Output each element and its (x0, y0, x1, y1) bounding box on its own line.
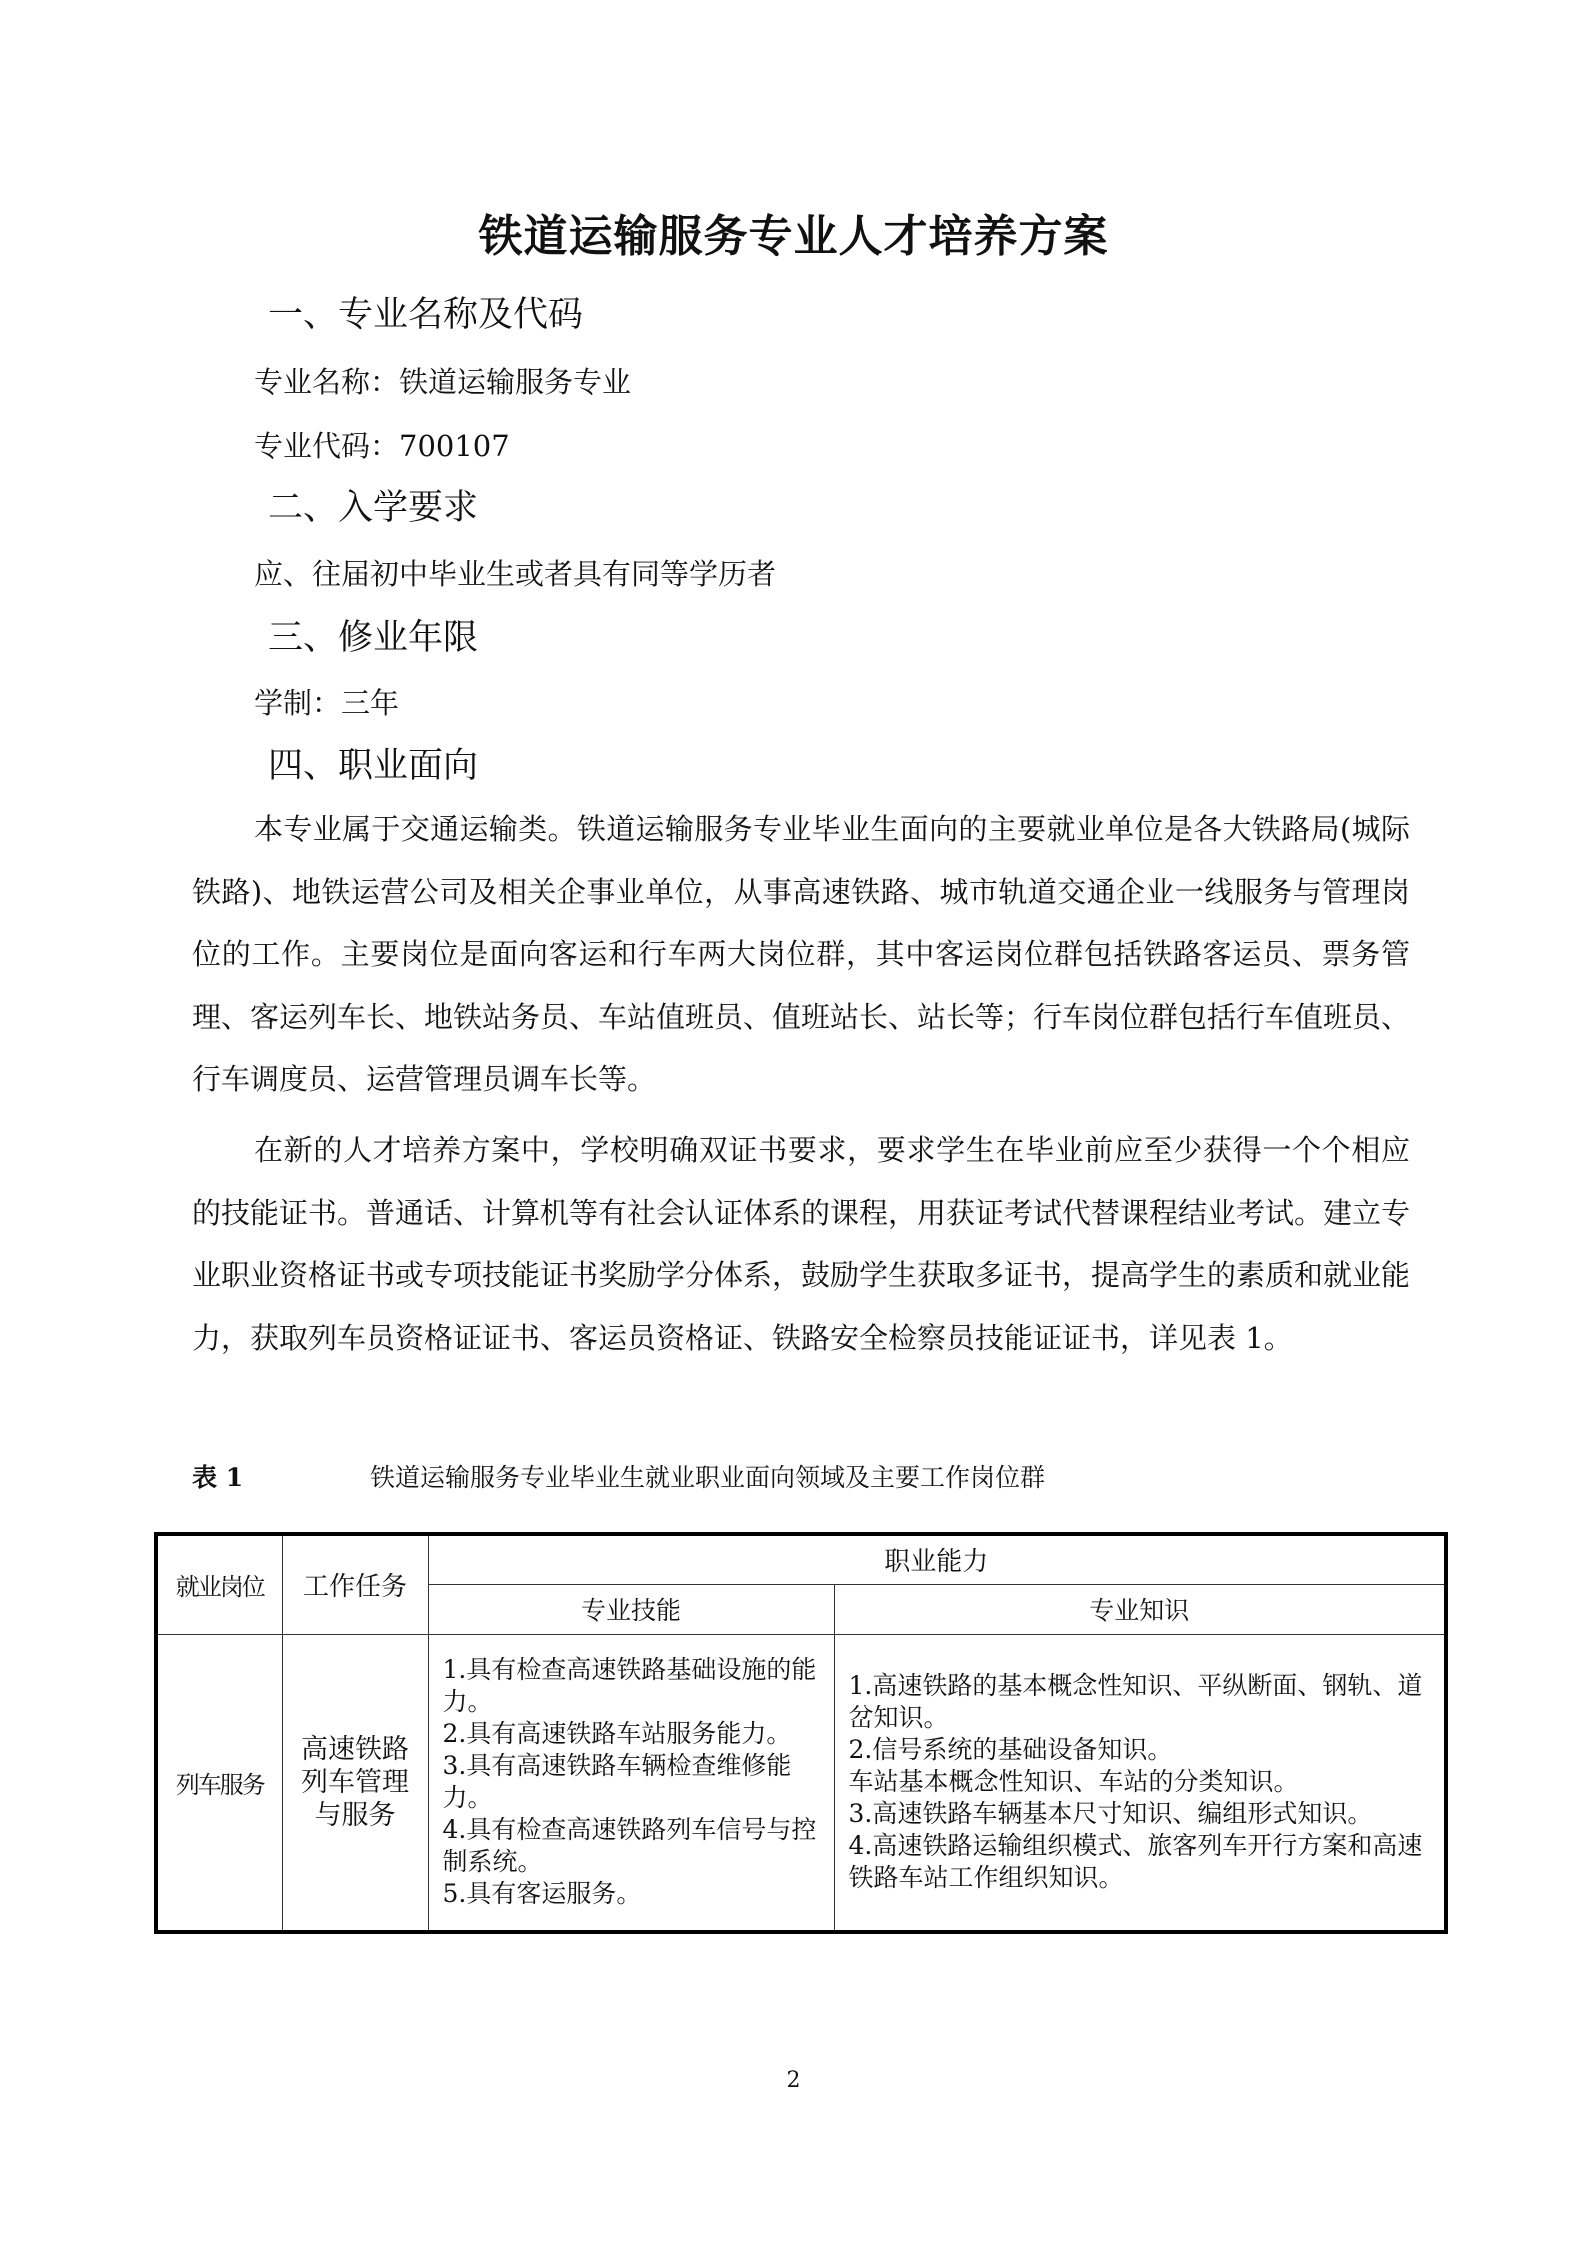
section-heading-2: 二、入学要求 (268, 488, 479, 528)
career-table (154, 1532, 1448, 1934)
major-code: 专业代码：700107 (254, 429, 510, 463)
header-task: 工作任务 (282, 1534, 428, 1634)
cell-knowledge (834, 1634, 1446, 1932)
skill-item: 4.具有检查高速铁路列车信号与控制系统。 (442, 1815, 817, 1877)
header-knowledge: 专业知识 (834, 1584, 1446, 1634)
skill-item: 1.具有检查高速铁路基础设施的能力。 (442, 1655, 817, 1717)
study-length: 学制：三年 (254, 686, 400, 720)
skill-item: 3.具有高速铁路车辆检查维修能力。 (442, 1751, 792, 1813)
header-post: 就业岗位 (156, 1534, 282, 1634)
cell-post: 列车服务 (156, 1634, 282, 1932)
knowledge-item: 4.高速铁路运输组织模式、旅客列车开行方案和高速铁路车站工作组织知识。 (848, 1831, 1423, 1893)
major-name: 专业名称：铁道运输服务专业 (254, 365, 632, 399)
table-caption-label: 表 1 (192, 1463, 244, 1492)
page-number: 2 (786, 2068, 801, 2093)
admission-requirement: 应、往届初中毕业生或者具有同等学历者 (254, 557, 777, 591)
table-caption-text: 铁道运输服务专业毕业生就业职业面向领域及主要工作岗位群 (370, 1463, 1046, 1492)
header-ability: 职业能力 (428, 1534, 1446, 1584)
skill-item: 5.具有客运服务。 (442, 1879, 642, 1909)
header-skills: 专业技能 (428, 1584, 834, 1634)
career-paragraph-2: 在新的人才培养方案中，学校明确双证书要求，要求学生在毕业前应至少获得一个个相应的技能证书。普通话、计算机等有社会认证体系的课程，用获证考试代替课程结业考试。建立专业职业资格证书或专项技能证书奖励学分体系，鼓励学生获取多证书，提高学生的素质和就业能力，获取列车员资格证证书、客运员资格证、铁路安全检察员技能证证书，详见表 1。 (192, 1133, 1411, 1355)
section-heading-1: 一、专业名称及代码 (268, 295, 584, 335)
career-paragraph-1: 本专业属于交通运输类。铁道运输服务专业毕业生面向的主要就业单位是各大铁路局(城际铁路)、地铁运营公司及相关企事业单位，从事高速铁路、城市轨道交通企业一线服务与管理岗位的工作。主要岗位是面向客运和行车两大岗位群，其中客运岗位群包括铁路客运员、票务管理、客运列车长、地铁站务员、车站值班员、值班站长、站长等；行车岗位群包括行车值班员、行车调度员、运营管理员调车长等。 (192, 812, 1411, 1096)
skill-item: 2.具有高速铁路车站服务能力。 (442, 1719, 792, 1749)
cell-task: 高速铁路列车管理与服务 (282, 1634, 428, 1932)
section-heading-4: 四、职业面向 (268, 746, 479, 786)
section-heading-3: 三、修业年限 (268, 618, 479, 658)
cell-skills (428, 1634, 834, 1932)
knowledge-item: 1.高速铁路的基本概念性知识、平纵断面、钢轨、道岔知识。 (848, 1671, 1423, 1733)
knowledge-item: 2.信号系统的基础设备知识。 (848, 1735, 1173, 1765)
knowledge-item: 3.高速铁路车辆基本尺寸知识、编组形式知识。 (848, 1799, 1373, 1829)
knowledge-item: 车站基本概念性知识、车站的分类知识。 (848, 1767, 1299, 1797)
page-title: 铁道运输服务专业人才培养方案 (478, 211, 1109, 262)
